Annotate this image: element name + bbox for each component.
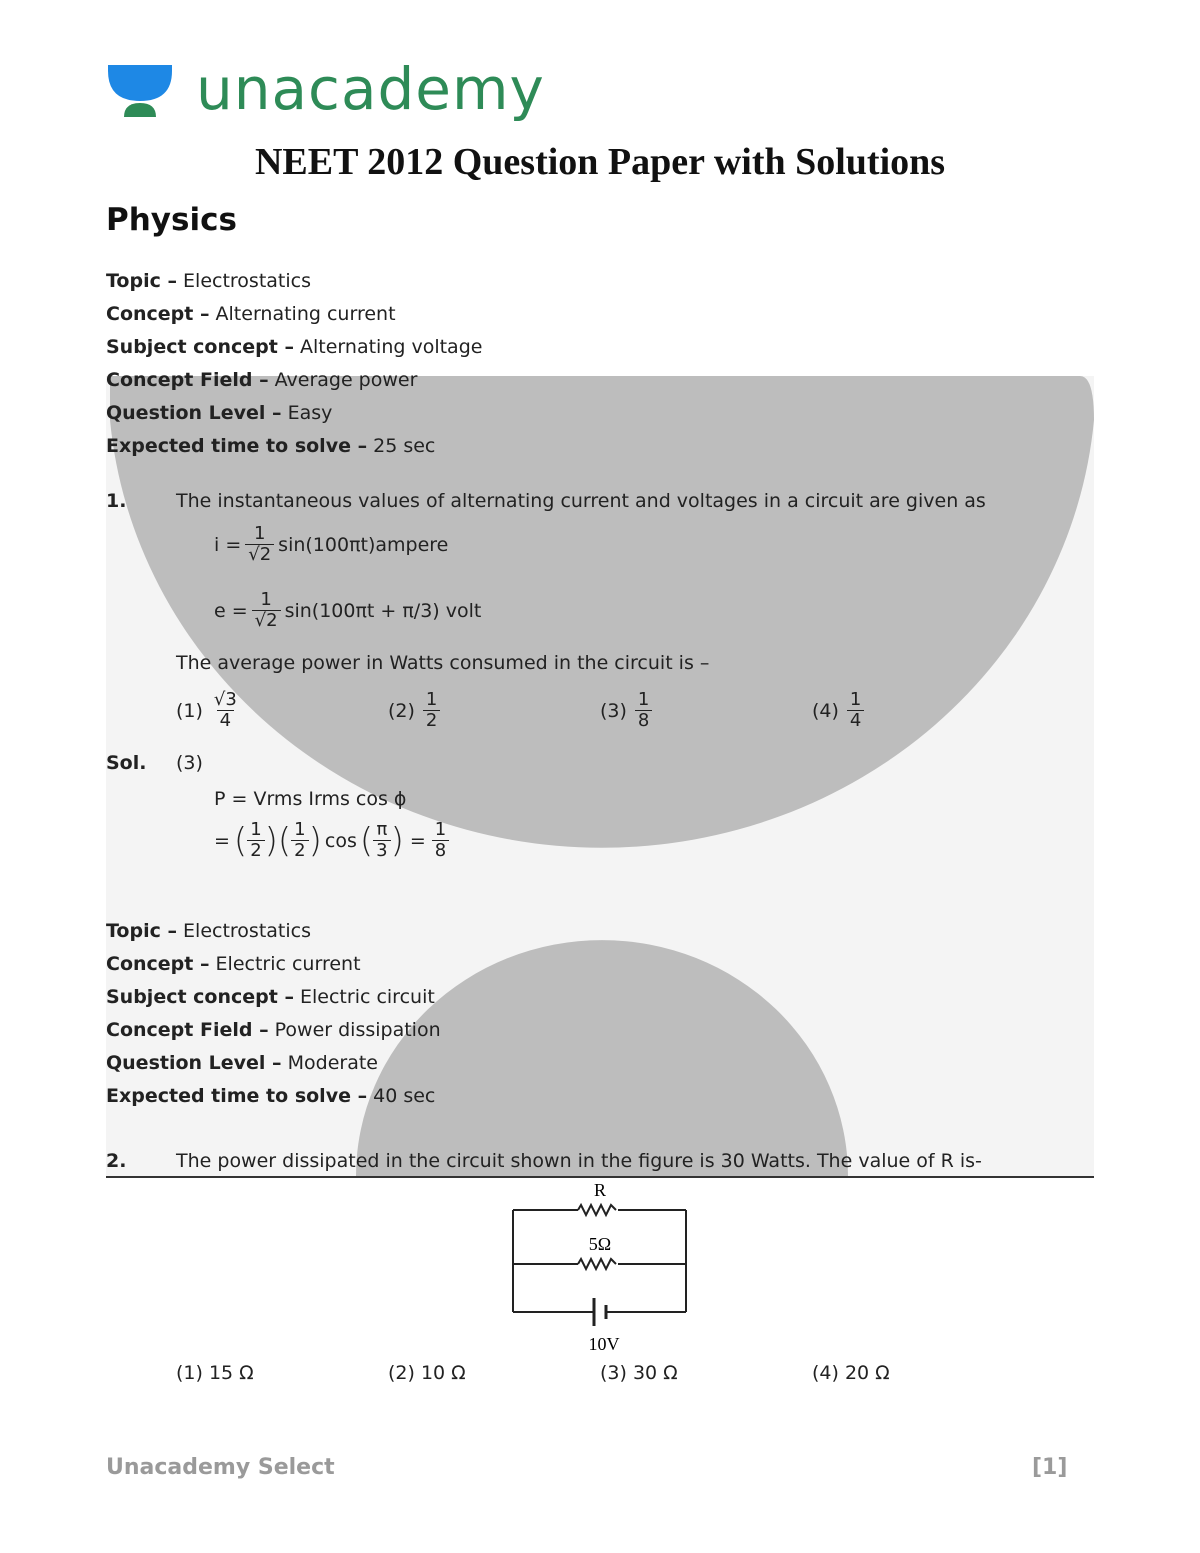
q2-option-2: (2) 10 Ω [388,1362,466,1384]
q1-prompt: The average power in Watts consumed in the circuit is – [176,652,710,674]
meta-row: Topic – Electrostatics [106,270,311,292]
meta-row: Expected time to solve – 40 sec [106,1085,436,1107]
section-heading: Physics [106,202,237,238]
circuit-label-5ohm: 5Ω [588,1234,612,1254]
q1-text: The instantaneous values of alternating current and voltages in a circuit are given as [176,490,986,512]
unacademy-logo-icon [106,61,174,121]
q1-option-2: (2) $\frac{1}{2}$ [388,690,440,731]
meta-row: Question Level – Easy [106,402,333,424]
meta-row: Subject concept – Alternating voltage [106,336,483,358]
page-title: NEET 2012 Question Paper with Solutions [254,141,946,183]
q1-option-3: (3) $\frac{1}{8}$ [600,690,652,731]
meta-row: Concept Field – Average power [106,369,418,391]
footer-brand: Unacademy Select [106,1455,335,1480]
q1-equation-e: e = $\frac{1}{√2}$ sin(100πt + π/3) volt [214,589,482,631]
q1-option-4: (4) $\frac{1}{4}$ [812,690,864,731]
meta-row: Concept – Alternating current [106,303,396,325]
resistor-5ohm [578,1259,616,1269]
brand-wordmark: unacademy [196,55,545,123]
q1-number: 1. [106,490,127,512]
sol-answer: (3) [176,752,203,774]
sol-label: Sol. [106,752,147,774]
q1-metadata [106,265,482,463]
meta-row: Concept – Electric current [106,953,361,975]
circuit-label-r: R [593,1180,607,1200]
meta-row: Subject concept – Electric circuit [106,986,435,1008]
q2-text: The power dissipated in the circuit shown in the figure is 30 Watts. The value of R is- [176,1150,982,1172]
brand-logo [106,56,545,126]
q2-option-3: (3) 30 Ω [600,1362,678,1384]
page-number: [1] [1032,1455,1068,1480]
q2-option-4: (4) 20 Ω [812,1362,890,1384]
meta-row: Topic – Electrostatics [106,920,311,942]
q1-equation-i: i = $\frac{1}{√2}$ sin(100πt)ampere [214,523,449,565]
sol-line-2: = ( $\frac{1}{2}$ ) ( $\frac{1}{2}$ ) cos ( $\frac{\pi}{3}$ ) = $\frac{1}{8}$ [214,820,449,861]
q2-number: 2. [106,1150,127,1172]
circuit-label-battery: 10V [588,1334,620,1354]
resistor-r [578,1205,616,1215]
q2-metadata [106,915,441,1113]
meta-row: Concept Field – Power dissipation [106,1019,441,1041]
q1-option-1: (1) $\frac{√3}{4}$ [176,689,237,731]
circuit-diagram [500,1178,700,1356]
meta-row: Expected time to solve – 25 sec [106,435,436,457]
q2-option-1: (1) 15 Ω [176,1362,254,1384]
meta-row: Question Level – Moderate [106,1052,378,1074]
sol-line-1: P = Vrms Irms cos ϕ [214,788,407,810]
